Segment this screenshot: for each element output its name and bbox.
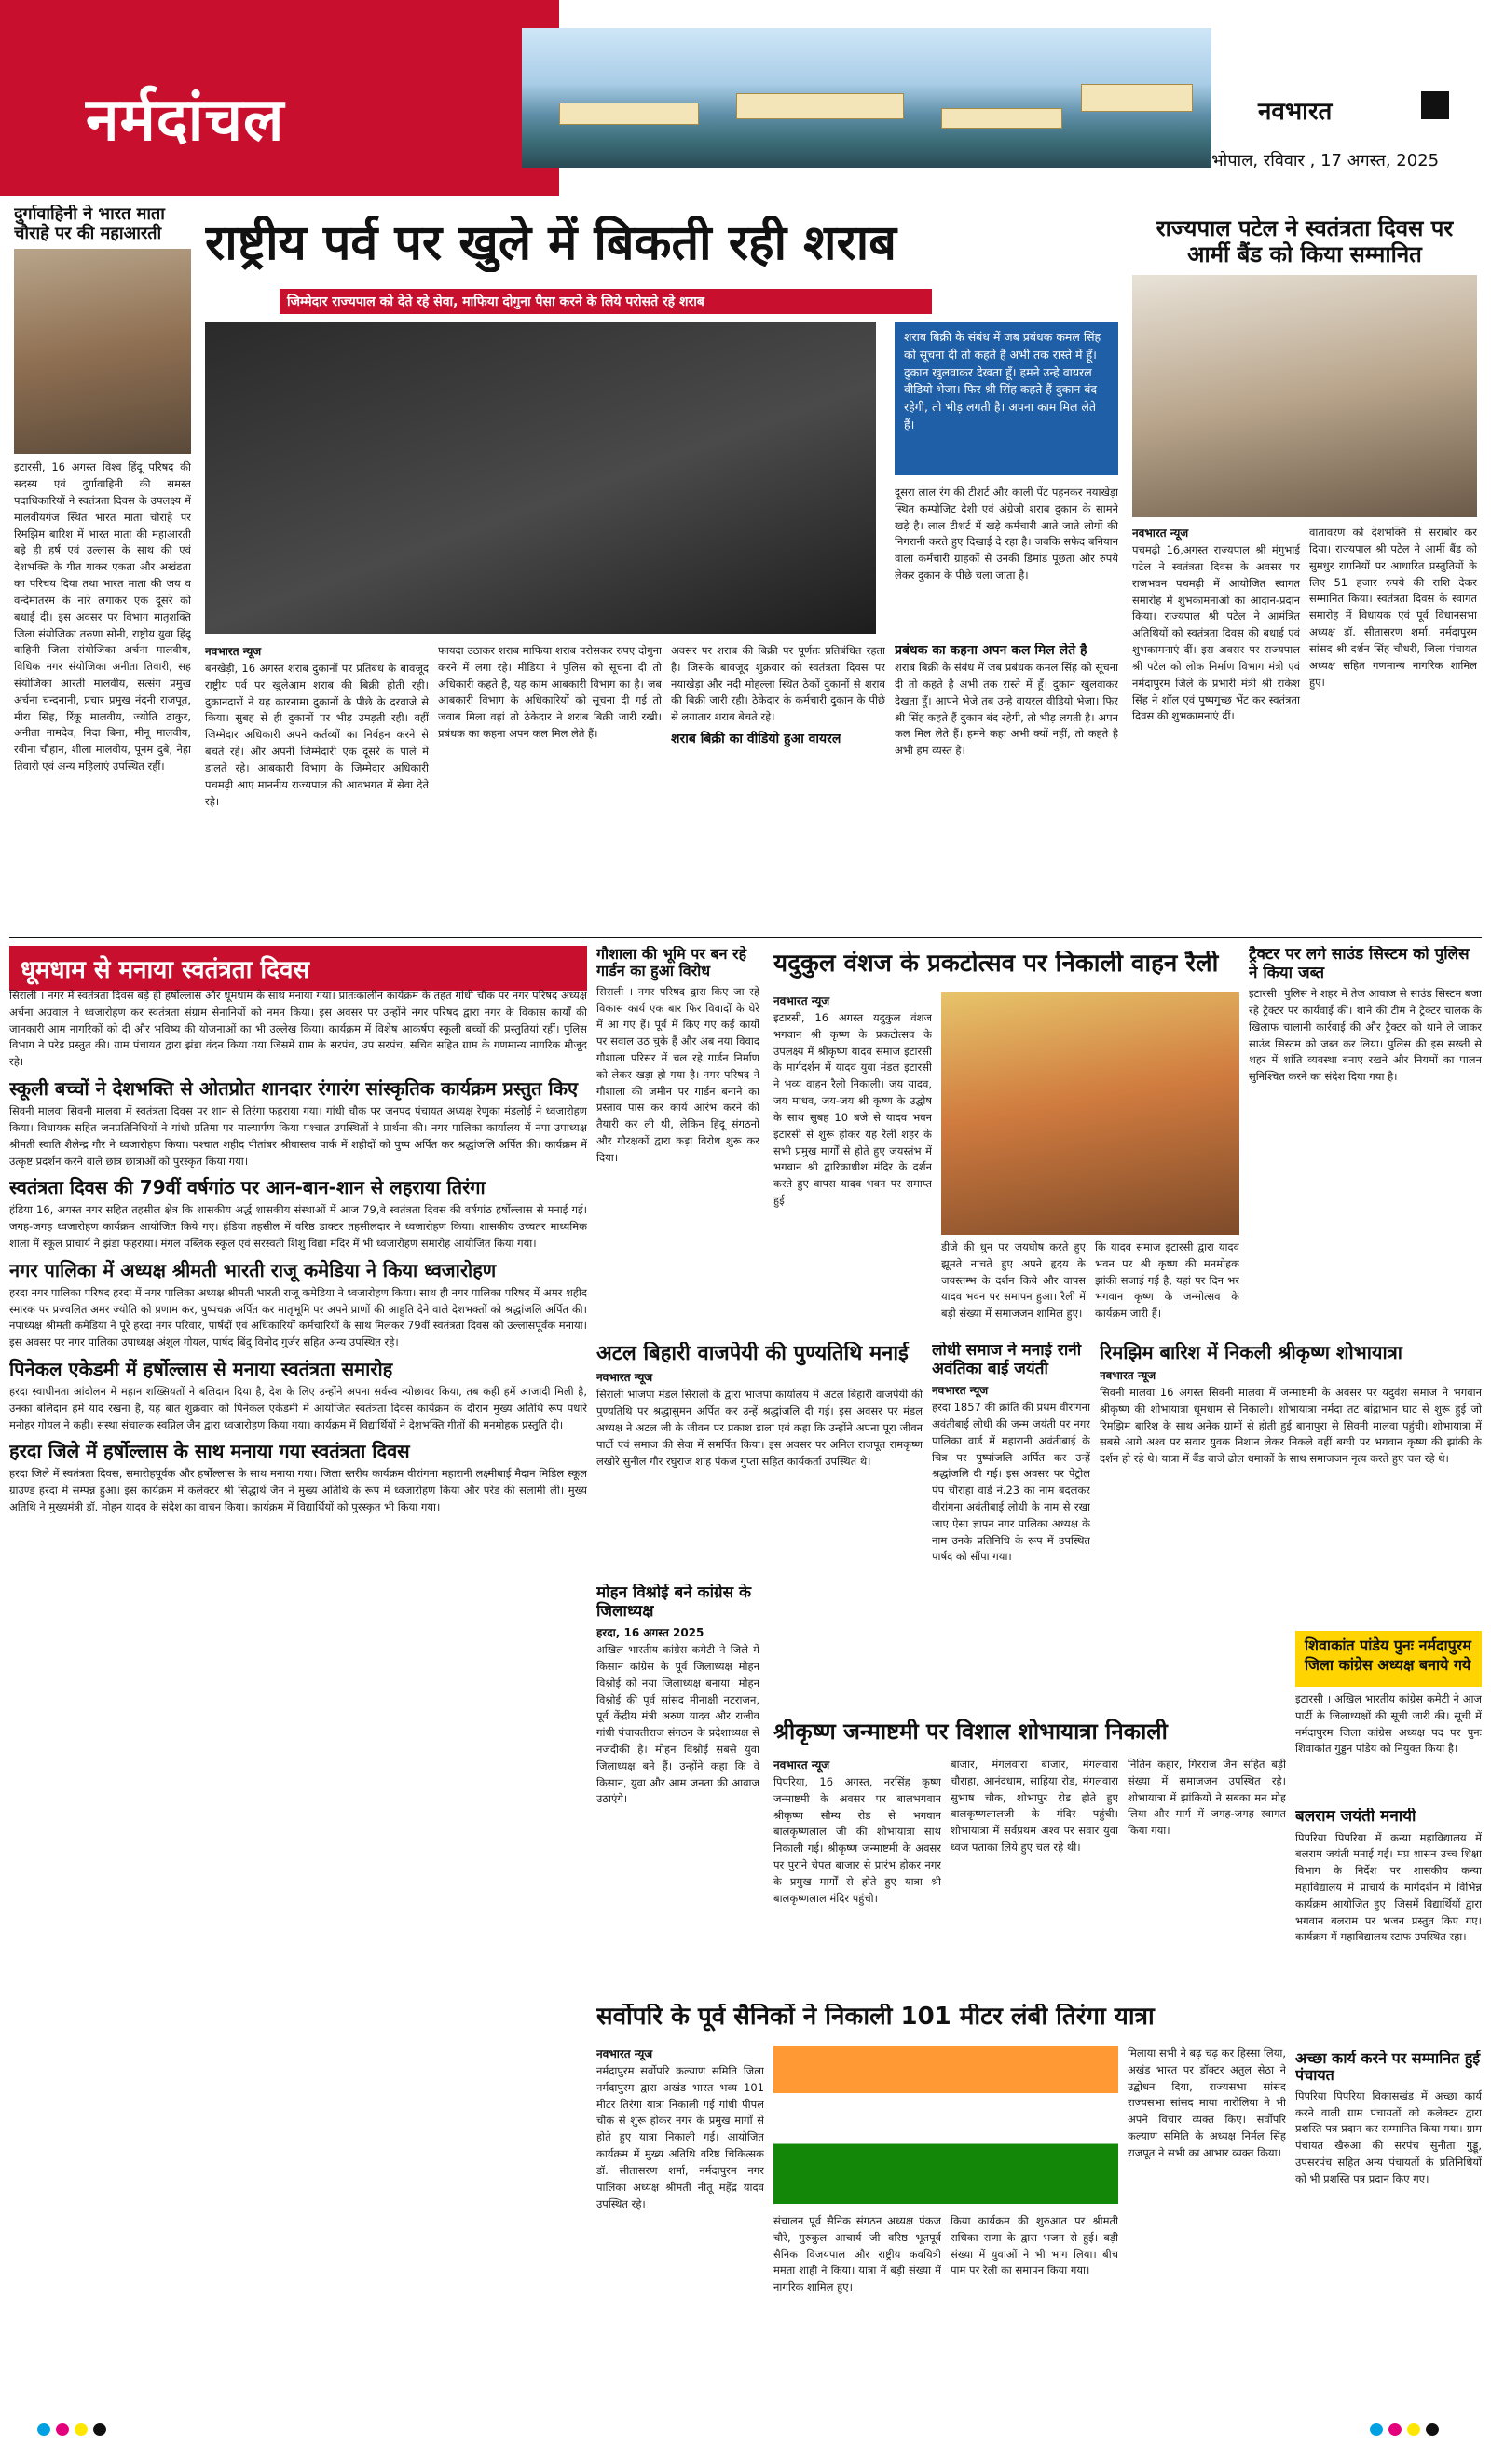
headline: ट्रैक्टर पर लगे साउंड सिस्टम को पुलिस ने किया जब्त <box>1249 946 1470 982</box>
masthead-photo <box>522 28 1211 168</box>
byline: नवभारत न्यूज <box>205 645 262 658</box>
story-body: हंडिया 16, अगस्त नगर सहित तहसील क्षेत्र कि शासकीय अर्द्ध शासकीय संस्थाओं में आज 79,वे स्वतंत्रता दिवस की वर्षगांठ हर्षोल्लास से मनाई गई। जगह-जगह ध्वजारोहण कार्यक्रम आयोजित किये गए। हंडिया तहसील में वरिष्ठ डाक्टर तहसीलदार ने ध्वजारोहण किया। शासकीय उच्चतर माध्यमिक शाला में स्कूल प्राचार्य ने झंडा फहराया। मंगल पब्लिक स्कूल एवं सरस्वती शिशु विद्या मंदिर में भी ध्वजारोहण समारोह आयोजित किया गया। <box>9 1203 587 1250</box>
lead-headline: राष्ट्रीय पर्व पर खुले में बिकती रही शराब <box>205 216 896 271</box>
registration-magenta <box>1388 2423 1402 2436</box>
story-photo <box>941 992 1239 1235</box>
mohan-story <box>596 1584 759 1976</box>
story-body: किया कार्यक्रम की शुरुआत पर श्रीमती राधिका राणा के द्वारा भजन से हुई। बड़ी संख्या में युवाओं ने भी भाग लिया। बीच पाम पर रैली का समापन किया गया। <box>951 2214 1118 2278</box>
yadukul-column-3 <box>1095 1239 1239 1337</box>
byline: नवभारत न्यूज <box>1132 527 1189 541</box>
story-body: दूसरा लाल रंग की टीशर्ट और काली पेंट पहनकर नयाखेड़ा स्थित कम्पोजिट देशी एवं अंग्रेजी शराब दुकान के सामने खड़े है। लाल टीशर्ट में खड़े कर्मचारी आते जाते लोगों की निगरानी करते हुए दिखाई दे रहा है। जबकि सफेद बनियान वाला कर्मचारी ग्राहकों से उनकी डिमांड पूछता और रुपये लेकर दुकान के पीछे चला जाता है। <box>895 486 1118 582</box>
story-body: वातावरण को देशभक्ति से सराबोर कर दिया। राज्यपाल श्री पटेल ने आर्मी बैंड को सुमधुर रागनियों पर आधारित प्रस्तुतियों के लिए 51 हजार रुपये की राशि देकर सम्मानित किया। स्वतंत्रता दिवस के स्वागत समारोह में विधायक एवं पूर्व विधानसभा अध्यक्ष डॉ. सीतासरण शर्मा, नर्मदापुरम सांसद श्री दर्शन सिंह चौधरी, जिला पंचायत अध्यक्ष सहित गणमान्य नागरिक शामिल हुए। <box>1309 526 1477 689</box>
headline: रिमझिम बारिश में निकली श्रीकृष्ण शोभायात्रा <box>1100 1342 1402 1363</box>
story-body: सिवनी मालवा 16 अगस्त सिवनी मालवा में जन्माष्टमी के अवसर पर यदुवंश समाज ने भगवान श्रीकृष्ण की शोभायात्रा धूमधाम से निकाली। शोभायात्रा नर्मदा तट बांद्राभान घाट से शुरू हुई जो रिमझिम बारिश के साथ अनेक ग्रामों से होती हुई बानापुरा से सिवनी मालवा पहुंची। शोभायात्रा में सबसे आगे अश्व पर सवार युवक निशान लेकर निकले वहीं बग्घी पर भगवान कृष्ण की झांकी के दर्शन हो रहे थे। यात्रा में बैंड बाजे ढोल धमाकों के साथ समाजजन नृत्य करते हुए चल रहे थे। <box>1100 1386 1482 1466</box>
headline: स्कूली बच्चों ने देशभक्ति से ओतप्रोत शानदार रंगारंग सांस्कृतिक कार्यक्रम प्रस्तुत किए <box>9 1077 579 1101</box>
registration-yellow <box>1407 2423 1420 2436</box>
subheading: शराब बिक्री का वीडियो हुआ वायरल <box>671 732 841 747</box>
registration-black <box>93 2423 106 2436</box>
registration-cyan <box>1370 2423 1383 2436</box>
byline: नवभारत न्यूज <box>773 1759 830 1772</box>
tiranga-column-1 <box>596 2046 764 2362</box>
tractor-story <box>1249 946 1482 1337</box>
registration-magenta <box>56 2423 69 2436</box>
story-body: फायदा उठाकर शराब माफिया शराब परोसकर रुपए दोगुना करने में लगा रहे। मीडिया ने पुलिस को सूचना दी तो अधिकारी कहते है, यह काम आबकारी विभाग का है। जब आबकारी विभाग के अधिकारियों को सूचना दी गई तो जवाब मिला वहां तो ठेकेदार ने शराब बिक्री जारी रखी। प्रबंधक का कहना अपन कल मिल लेते हैं। <box>438 644 662 741</box>
story-body: पिपरिया पिपरिया विकासखंड में अच्छा कार्य करने वाली ग्राम पंचायतों को कलेक्टर द्वारा प्रशस्ति पत्र प्रदान कर सम्मानित किया गया। ग्राम पंचायत खैरुआ की सरपंच सुनीता गुड्डू, उपसरपंच सहित अन्य पंचायतों के प्रतिनिधियों को भी प्रशस्ति पत्र प्रदान किए गए। <box>1295 2088 1482 2185</box>
story-body: हरदा स्वाधीनता आंदोलन में महान शख्सियतों ने बलिदान दिया है, देश के लिए उन्होंने अपना सर्वस्व न्योछावर किया, तब कहीं हमें आजादी मिली है, उनका बलिदान हमें याद रखना है, यह बात शुक्रवार को पिनेकल एकेडमी में आयोजित स्वतंत्रता दिवस कार्यक्रम के दौरान मुख्य अतिथि रूप पधारे मनोहर गोयल ने कही। संस्था संचालक स्वप्निल जैन द्वारा ध्वजारोहण किया गया। कार्यक्रम में विद्यार्थियों ने देशभक्ति गीतों की मनमोहक प्रस्तुति दी। <box>9 1385 587 1431</box>
story-body: पचमढ़ी 16,अगस्त राज्यपाल श्री मंगुभाई पटेल ने स्वतंत्रता दिवस के अवसर पर राजभवन पचमढ़ी में आयोजित स्वागत समारोह में शुभकामनाओं का आदान-प्रदान किया। राज्यपाल श्री पटेल ने आमंत्रित अतिथियों को स्वतंत्रता दिवस की बधाई एवं शुभकामनाएं दीं। इस अवसर पर राज्यपाल श्री पटेल को लोक निर्माण विभाग मंत्री एवं नर्मदापुरम जिले के प्रभारी मंत्री श्री राकेश सिंह ने शॉल एवं पुष्पगुच्छ भेंट कर स्वतंत्रता दिवस की शुभकामनाएं दीं। <box>1132 543 1300 723</box>
story-body: इटारसी। पुलिस ने शहर में तेज आवाज से साउंड सिस्टम बजा रहे ट्रैक्टर पर कार्यवाई की। थाने की टीम ने ट्रैक्टर चालक के खिलाफ चालानी कार्रवाई की और ट्रैक्टर को थाने ले जाकर साउंड सिस्टम को जब्त कर लिया। पुलिस की इस सख्ती से शहर में शांति व्यवस्था बनाए रखने और नियमों का पालन सुनिश्चित करने का संदेश दिया गया है। <box>1249 987 1482 1084</box>
headline: यदुकुल वंशज के प्रकटोत्सव पर निकाली वाहन रैली <box>773 951 1219 978</box>
story-body: इटारसी, 16 अगस्त यदुकुल वंशज भगवान श्री कृष्ण के प्रकटोत्सव के उपलक्ष्य में श्रीकृष्ण यादव समाज इटारसी के मार्गदर्शन में यादव युवा मंडल इटारसी ने भव्य वाहन रैली निकाली। जय यादव, जय माधव, जय-जय श्री कृष्ण के उद्घोष के साथ सुबह 10 बजे से यादव भवन इटारसी से शुरू होकर यह रैली शहर के सभी प्रमुख मार्गों से होते हुए जयस्तंभ में भगवान श्री द्वारिकाधीश मंदिर के दर्शन करते हुए वापस यादव भवन पर समाप्त हुई। <box>773 1011 932 1207</box>
story-body: कि यादव समाज इटारसी द्वारा यादव भवन पर श्री कृष्ण की मनमोहक झांकी सजाई गई है, यहां पर दिन भर भगवान कृष्ण के जन्मोत्सव के कार्यक्रम जारी हैं। <box>1095 1240 1239 1321</box>
dateline: भोपाल, रविवार , 17 अगस्त, 2025 <box>1211 151 1440 171</box>
story-body: सिराली । नगर में स्वतंत्रता दिवस बड़े ही हर्षोल्लास और धूमधाम के साथ मनाया गया। प्रातःकालीन कार्यक्रम के तहत गांधी चौक पर नगर परिषद अध्यक्ष अर्चना अग्रवाल ने ध्वजारोहण कर स्वतंत्रता संग्राम सेनानियों को नमन किया। इस अवसर पर उन्होंने नगर परिषद द्वारा नगर के विकास कार्यों की जानकारी आम नागरिकों को दी और भविष्य की योजनाओं का भी उल्लेख किया। कार्यक्रम में विशेष आकर्षण स्कूली बच्चों की प्रस्तुतियां रहीं। पुलिस विभाग ने परेड प्रस्तुत की। ग्राम पंचायत द्वारा झंडा वंदन किया गया जिसमें ग्राम के सरपंच, उप सरपंच, सचिव सहित ग्राम के गणमान्य नागरिक मौजूद रहे। <box>9 989 587 1069</box>
headline: अटल बिहारी वाजपेयी की पुण्यतिथि मनाई <box>596 1342 909 1365</box>
janmashtami-column-3 <box>1128 1757 1286 1999</box>
story-body: मिलाया सभी ने बढ़ चढ़ कर हिस्सा लिया, अखंड भारत पर डॉक्टर अतुल सेठा ने उद्बोधन दिया, राज्यसभा सांसद राज्यसभा सांसद माया नारोलिया ने भी अपने विचार व्यक्त किए। सर्वोपरि कल्याण समिति के अध्यक्ष निर्मल सिंह राजपूत ने सभी का आभार व्यक्त किया। <box>1128 2046 1286 2159</box>
headline: मोहन विश्नोई बने कांग्रेस के जिलाध्यक्ष <box>596 1584 752 1621</box>
rimjhim-story <box>1100 1342 1482 1640</box>
story-body: हरदा नगर पालिका परिषद हरदा में नगर पालिका अध्यक्ष श्रीमती भारती राजू कमेडिया ने ध्वजारोहण किया। साथ ही नगर पालिका परिषद में अमर शहीद स्मारक पर प्रज्वलित अमर ज्योति को प्रणाम कर, पुष्पचक्र अर्पित कर मातृभूमि पर अपने प्राणों की आहुति देने वाले देशभक्तों को श्रद्धांजलि अर्पित की। नपाध्यक्ष श्रीमती कमेडिया ने पूरे हरदा नगर परिवार, पार्षदों एवं अधिकारियों कर्मचारियों के साथ मिलकर 79वीं स्वतंत्रता दिवस को उल्लासपूर्वक मनाया। इस अवसर पर नगर पालिका उपाध्यक्ष अंशुल गोयल, पार्षद बिंदु विनोद गुर्जर सहित अन्य उपस्थित रहे। <box>9 1285 587 1349</box>
headline: श्रीकृष्ण जन्माष्टमी पर विशाल शोभायात्रा निकाली <box>773 1719 1168 1745</box>
yadukul-column-2 <box>941 1239 1086 1337</box>
story-body: शराब बिक्री के संबंध में जब प्रबंधक कमल सिंह को सूचना दी तो कहते है अभी तक रास्ते में हूँ। दुकान खुलवाकर देखता हूँ। आपने भेजे तब उन्हे वायरल वीडियो भेजा। फिर श्री सिंह कहते हैं दुकान बंद रहेगी, तो भीड़ लगती है। अपन कल मिल लेते हैं। हमने कहा अभी क्यों नहीं, तो कहते है अभी हम व्यस्त है। <box>895 661 1118 758</box>
headline: गौशाला की भूमि पर बन रहे गार्डन का हुआ विरोध <box>596 946 747 980</box>
story-body: सिवनी मालवा सिवनी मालवा में स्वतंत्रता दिवस पर शान से तिरंगा फहराया गया। गांधी चौक पर जनपद पंचायत अध्यक्ष रेणुका मंडलोई ने ध्वजारोहण किया। विधायक सहित जनप्रतिनिधियों ने गांधी प्रतिमा पर माल्यार्पण किया पश्चात उपस्थितों ने प्रार्थना की। नगर पालिका कार्यालय में नपा उपाध्यक्ष श्रीमती स्वाति शैलेन्द्र गौर ने ध्वजारोहण किया। पश्चात शहीद पीतांबर श्रीवास्तव पार्क में शहीदों को पुष्प अर्पित कर श्रद्धांजलि अर्पित की। कार्यक्रम में उत्कृष्ट प्रदर्शन करने वाले छात्र छात्राओं को पुरस्कृत किया गया। <box>9 1104 587 1168</box>
section-divider <box>9 937 1482 938</box>
panchayat-story <box>1295 2050 1482 2367</box>
yadukul-column-1 <box>773 992 932 1337</box>
byline: नवभारत न्यूज <box>773 994 830 1007</box>
tiranga-column-3 <box>951 2213 1118 2362</box>
story-body: हरदा 1857 की क्रांति की प्रथम वीरांगना अवंतीबाई लोधी की जन्म जयंती पर नगर पालिका वार्ड में महारानी अवंतीबाई के चित्र पर पुष्पांजलि अर्पित कर उन्हें श्रद्धांजलि दी गई। इस अवसर पर पेट्रोल पंप चौराहा वार्ड नं.23 का नाम बदलकर वीरांगना अवंतीबाई लोधी के नाम से रखा जाए ऐसा ज्ञापन नगर पालिका अध्यक्ष के नाम उनके प्रतिनिधि के रूप में उपस्थित पार्षद को सौंपा गया। <box>932 1401 1090 1564</box>
story-body: बनखेड़ी, 16 अगस्त शराब दुकानों पर प्रतिबंध के बावजूद राष्ट्रीय पर्व पर खुलेआम शराब की बिक्री होती रही। दुकानदारों ने यह कारनामा दुकानों के पीछे के दरवाजे से किया। सुबह से ही दुकानों पर भीड़ उमड़ती रही। वहीं जिम्मेदार अधिकारी अपने कर्तव्यों का निर्वहन करने से बचते रहे। और अपनी जिम्मेदारी एक दूसरे के पाले में डालते रहे। आबकारी विभाग के जिम्मेदार अधिकारी पचमढ़ी आए माननीय राज्यपाल की आवभगत में सेवा देते रहे। <box>205 662 429 808</box>
story-body: डीजे की धुन पर जयघोष करते हुए झूमते नाचते हुए अपने हृदय के जयस्तम्भ के दर्शन किये और वापस यादव भवन पर समापन हुआ। रैली में बड़ी संख्या में समाजजन शामिल हुए। <box>941 1240 1086 1321</box>
headline: नगर पालिका में अध्यक्ष श्रीमती भारती राजू कमेडिया ने किया ध्वजारोहण <box>9 1258 497 1281</box>
story-body: पिपरिया, 16 अगस्त, नरसिंह कृष्ण जन्माष्टमी के अवसर पर बालभगवान श्रीकृष्ण सौम्य रोड से भगवान बालकृष्णलाल जी की शोभायात्रा साथ निकाली गई। श्रीकृष्ण जन्माष्टमी के अवसर पर पुराने चेपल बाजार से प्रारंभ होकर नगर के प्रमुख मार्गों से होते हुए यात्रा श्री बालकृष्णलाल मंदिर पहुंची। <box>773 1775 941 1905</box>
lead-photo <box>205 322 876 634</box>
lead-column-2 <box>438 643 662 927</box>
headline: दुर्गावाहिनी ने भारत माता चौराहे पर की महाआरती <box>14 205 165 243</box>
governor-story <box>1132 216 1477 934</box>
story-body: हरदा जिले में स्वतंत्रता दिवस, समारोहपूर्वक और हर्षोल्लास के साथ मनाया गया। जिला स्तरीय कार्यक्रम वीरांगना महारानी लक्ष्मीबाई मैदान मिडिल स्कूल ग्राउण्ड हरदा में सम्पन्न हुआ। इस कार्यक्रम में कलेक्टर श्री सिद्धार्थ जैन ने मुख्य अतिथि के रूप में ध्वजारोहण किया और परेड की सलामी ली। मुख्य अतिथि ने मुख्यमंत्री डॉ. मोहन यादव के संदेश का वाचन किया। कार्यक्रम में विद्यार्थियों को पुरस्कृत भी किया गया। <box>9 1467 587 1514</box>
atal-story <box>596 1342 923 1584</box>
tiranga-column-4 <box>1128 2046 1286 2362</box>
byline: नवभारत न्यूज <box>596 2047 653 2060</box>
story-body: पिपरिया पिपरिया में कन्या महाविद्यालय में बलराम जयंती मनाई गई। मप्र शासन उच्च शिक्षा विभाग के निर्देश पर शासकीय कन्या महाविद्यालय में प्राचार्य के मार्गदर्शन में विभिन्न कार्यक्रम आयोजित हुए। जिसमें विद्यार्थियों द्वारा भगवान बलराम पर भजन प्रस्तुत किए गए। कार्यक्रम में महाविद्यालय स्टाफ उपस्थित रहा। <box>1295 1830 1482 1944</box>
registration-yellow <box>75 2423 88 2436</box>
gaushala-story <box>596 946 759 1337</box>
section-headline: धूमधाम से मनाया स्वतंत्रता दिवस <box>9 946 587 991</box>
subheading: प्रबंधक का कहना अपन कल मिल लेते है <box>895 643 1087 658</box>
lead-column-1 <box>205 643 429 927</box>
headline: राज्यपाल पटेल ने स्वतंत्रता दिवस पर आर्मी बैंड को किया सम्मानित <box>1156 216 1454 267</box>
lodhi-story <box>932 1342 1090 1715</box>
tricolor-column <box>9 988 587 2367</box>
story-body: अखिल भारतीय कांग्रेस कमेटी ने जिले में किसान कांग्रेस के पूर्व जिलाध्यक्ष मोहन विश्नोई को नया जिलाध्यक्ष बनाया। मोहन विश्नोई की पूर्व सांसद मीनाक्षी नटराजन, पूर्व केंद्रीय मंत्री अरुण यादव और राजीव गांधी पंचायतीराज संगठन के प्रदेशाध्यक्ष से नजदीकी है। मोहन विश्नोई सबसे युवा जिलाध्यक्ष बने हैं। उन्होंने कहा कि वे किसान, युवा और आम जनता की आवाज उठाएंगे। <box>596 1643 759 1806</box>
byline: हरदा, 16 अगस्त 2025 <box>596 1626 704 1640</box>
janmashtami-column-1 <box>773 1757 941 1999</box>
highlight-box: शिवाकांत पांडेय पुनः नर्मदापुरम जिला कांग्रेस अध्यक्ष बनाये गये <box>1295 1631 1482 1687</box>
masthead-banner <box>0 0 559 196</box>
byline: नवभारत न्यूज <box>596 1371 653 1385</box>
story-body: इटारसी । अखिल भारतीय कांग्रेस कमेटी ने आज पार्टी के जिलाध्यक्षों की सूची जारी की। सूची में नर्मदापुरम जिला कांग्रेस अध्यक्ष पद पर पुनः शिवाकांत गुड्डन पांडेय को नियुक्त किया है। <box>1295 1692 1482 1756</box>
story-body: इटारसी, 16 अगस्त विश्व हिंदू परिषद की सदस्य एवं दुर्गावाहिनी की समस्त पदाधिकारियों ने स्वतंत्रता दिवस के उपलक्ष्य में मालवीयगंज स्थित भारत माता चौराहे पर रिमझिम बारिश में भारत माता की महाआरती बड़े ही हर्ष एवं उल्लास के साथ की एवं देशभक्ति के गीत गाकर एकता और अखंडता का परिचय दिया तथा भारत माता की जय व वन्देमातरम के नारे लगाकर एक दूसरे को बधाई दी। इस अवसर पर विभाग मातृशक्ति जिला संयोजिका तरुणा सोनी, राष्ट्रीय युवा हिंदू वाहिनी जिला संयोजिका अर्चना मालवीय, विधिक नगर संयोजिका अनीता तिवारी, सह संयोजिका आरती मालवीय, सत्संग प्रमुख अर्चना चन्दनानी, प्रचार प्रमुख नंदनी राजपूत, मीरा सिंह, रिंकू मालवीय, ज्योति ठाकुर, अनीता नामदेव, निदा बिना, मीनू मालवीय, रवीना चौहान, शीला मालवीय, पूनम दुबे, नेहा तिवारी एवं अन्य महिलाएं उपस्थित रहीं। <box>14 460 191 773</box>
left-column-story <box>14 205 191 932</box>
byline: नवभारत न्यूज <box>932 1384 989 1398</box>
byline: नवभारत न्यूज <box>1100 1369 1156 1382</box>
lead-column-5 <box>895 643 1118 927</box>
story-body: सिराली भाजपा मंडल सिराली के द्वारा भाजपा कार्यालय में अटल बिहारी वाजपेयी की पुण्यतिथि पर श्रद्धासुमन अर्पित कर उन्हें श्रद्धांजलि दी गई। इस अवसर पर मंडल अध्यक्ष ने अटल जी के जीवन पर प्रकाश डाला एवं कहा कि उन्होंने अपना पूरा जीवन पार्टी एवं समाज की सेवा में समर्पित किया। इस अवसर पर अनिल राजपूत रामकृष्ण लखोरे सुनील गौर रघुराज शाह पंकज गुप्ता सहित कार्यकर्ता उपस्थित थे। <box>596 1388 923 1468</box>
lead-infobox: शराब बिक्री के संबंध में जब प्रबंधक कमल सिंह को सूचना दी तो कहते है अभी तक रास्ते में हूँ। दुकान खुलवाकर देखता हूँ। हमने उन्हे वायरल वीडियो भेजा। फिर श्री सिंह कहते हैं दुकान बंद रहेगी, तो भीड़ लगती है। अपना काम मिल लेते हैं। <box>895 322 1118 475</box>
story-photo <box>1132 275 1477 517</box>
newspaper-brand: नवभारत <box>1258 98 1333 126</box>
headline: बलराम जयंती मनायी <box>1295 1808 1416 1826</box>
headline: सर्वोपरि के पूर्व सैनिकों ने निकाली 101 मीटर लंबी तिरंगा यात्रा <box>596 2004 1155 2031</box>
story-photo <box>14 249 191 454</box>
story-body: नर्मदापुरम सर्वोपरि कल्याण समिति जिला नर्मदापुरम द्वारा अखंड भारत भव्य 101 मीटर तिरंगा यात्रा निकाली गई गांधी पीपल चौक से शुरू होकर नगर के प्रमुख मार्गों से होते हुए यात्रा निकाली गई। आयोजित कार्यक्रम में मुख्य अतिथि वरिष्ठ चिकित्सक डॉ. सीतासरण शर्मा, नर्मदापुरम नगर पालिका अध्यक्ष श्रीमती नीतू महेंद्र यादव उपस्थित रहे। <box>596 2064 764 2211</box>
tiranga-column-2 <box>773 2213 941 2362</box>
story-body: सिराली । नगर परिषद द्वारा किए जा रहे विकास कार्य एक बार फिर विवादों के घेरे में आ गए हैं। पूर्व में किए गए कई कार्यों पर सवाल उठ चुके हैं और अब नया विवाद गौशाला परिसर में चल रहे गार्डन निर्माण को लेकर खड़ा हो गया है। नगर परिषद ने गौशाला की जमीन पर गार्डन बनाने का प्रस्ताव पास कर कार्य आरंभ करने की तैयारी कर ली थी, लेकिन हिंदू संगठनों और गौरक्षकों द्वारा कड़ा विरोध शुरू कर दिया। <box>596 984 759 1164</box>
janmashtami-column-2 <box>951 1757 1118 1999</box>
registration-cyan <box>37 2423 50 2436</box>
story-body: संचालन पूर्व सैनिक संगठन अध्यक्ष पंकज चौरे, गुरुकुल आचार्य जी वरिष्ठ भूतपूर्व सैनिक विजयपाल और राष्ट्रीय कवयित्री ममता शाही ने किया। यात्रा में बड़ी संख्या में नागरिक शामिल हुए। <box>773 2214 941 2294</box>
story-photo <box>773 2046 1118 2204</box>
lead-subhead: जिम्मेदार राज्यपाल को देते रहे सेवा, माफिया दोगुना पैसा करने के लिये परोसते रहे शराब <box>280 289 932 314</box>
headline: लोधी समाज ने मनाई रानी अवंतिका बाई जयंती <box>932 1342 1082 1378</box>
headline: हरदा जिले में हर्षोल्लास के साथ मनाया गया स्वतंत्रता दिवस <box>9 1440 410 1463</box>
lead-column-4 <box>895 485 1118 634</box>
story-body: अवसर पर शराब की बिक्री पर पूर्णतः प्रतिबंधित रहता है। जिसके बावजूद शुक्रवार को स्वतंत्रता दिवस पर नयाखेड़ा और नदी मोहल्ला स्थित ठेकों दुकानों से शराब की बिक्री जारी रही। ठेकेदार के कर्मचारी दुकान के पीछे से लगातार शराब बेचते रहे। <box>671 644 885 724</box>
balram-story <box>1295 1808 1482 2041</box>
registration-black <box>1426 2423 1439 2436</box>
section-title: नर्मदांचल <box>86 86 285 155</box>
shivakant-story <box>1295 1691 1482 1803</box>
headline: पिनेकल एकेडमी में हर्षोल्लास से मनाया स्वतंत्रता समारोह <box>9 1358 393 1380</box>
headline: स्वतंत्रता दिवस की 79वीं वर्षगांठ पर आन-बान-शान से लहराया तिरंगा <box>9 1176 486 1199</box>
story-body: नितिन कहार, गिरराज जैन सहित बड़ी संख्या में समाजजन उपस्थित रहे। शोभायात्रा में झांकियों ने सबका मन मोह लिया और मार्ग में जगह-जगह स्वागत किया गया। <box>1128 1758 1286 1838</box>
story-body: बाजार, मंगलवारा बाजार, मंगलवारा चौराहा, आनंदधाम, साहिया रोड, मंगलवारा सुभाष चौक, शोभापुर रोड होते हुए बालकृष्णलालजी के मंदिर पहुंची। शोभायात्रा में सर्वप्रथम अश्व पर सवार युवा ध्वज पताका लिये हुए चल रहे थी। <box>951 1758 1118 1855</box>
headline: अच्छा कार्य करने पर सम्मानित हुई पंचायत <box>1295 2050 1481 2085</box>
lead-column-3 <box>671 643 885 927</box>
brand-square-icon <box>1421 91 1449 119</box>
